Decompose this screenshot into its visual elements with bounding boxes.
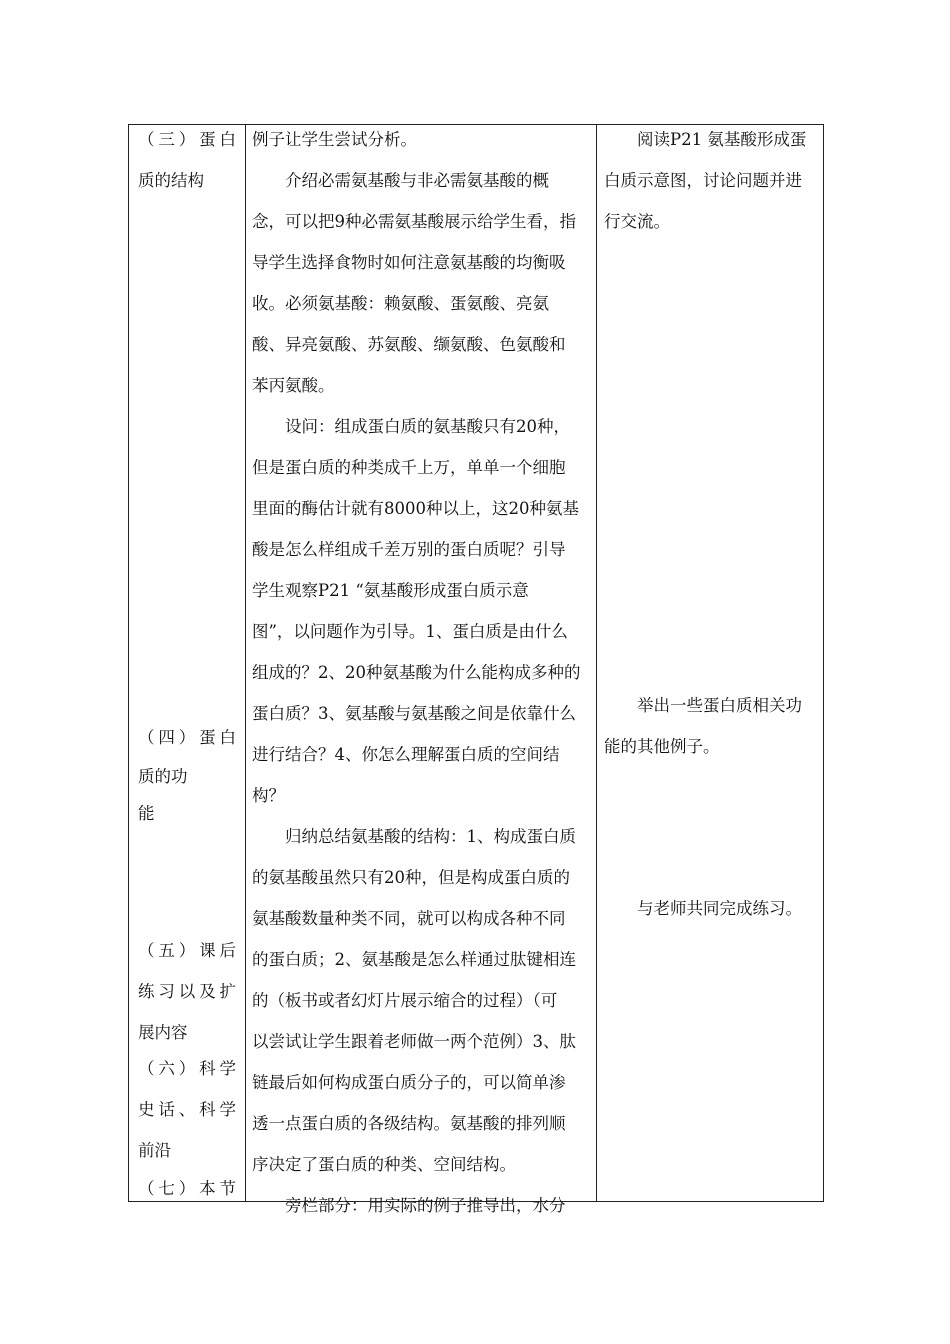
- section-5-heading: （五）课后 练习以及扩 展内容: [138, 941, 236, 1042]
- section-4-heading: （四）蛋白 质的功 能: [138, 728, 236, 823]
- student-activity-1: 阅读P21 氨基酸形成蛋 白质示意图，讨论问题并进 行交流。: [604, 130, 807, 231]
- column-divider: [245, 125, 246, 1201]
- section-6-heading: （六）科学 史话、科学 前沿: [138, 1059, 236, 1160]
- teacher-activity-text: 例子让学生尝试分析。 介绍必需氨基酸与非必需氨基酸的概 念，可以把9种必需氨基酸展示给学生看，指 导学生选择食物时如何注意氨基酸的均衡吸 收。必须氨基酸：赖氨酸、蛋氨酸、亮氨 酸、异亮氨酸、苏氨酸、缬氨酸、色氨酸和 苯丙氨酸。 设问：组成蛋白质的氨基酸只有20种， 但是蛋白质的种类成千上万，单单一个细胞 里面的酶估计就有8000种以上，这20种氨基 酸是怎么样组成千差万别的蛋白质呢？引导 学生观察P21 “氨基酸形成蛋白质示意 图”，以问题作为引导。1、蛋白质是由什么 组成的？2、20种氨基酸为什么能构成多种的 蛋白质？3、氨基酸与氨基酸之间是依靠什么 进行结合？4、你怎么理解蛋白质的空间结 构？ 归纳总结氨基酸的结构：1、构成蛋白质 的氨基酸虽然只有20种，但是构成蛋白质的 氨基酸数量种类不同，就可以构成各种不同 的蛋白质；2、氨基酸是怎么样通过肽键相连 的（板书或者幻灯片展示缩合的过程）（可 以尝试让学生跟着老师做一两个范例）3、肽 链最后如何构成蛋白质分子的，可以简单渗 透一点蛋白质的各级结构。氨基酸的排列顺 序决定了蛋白质的种类、空间结构。 旁栏部分：用实际的例子推导出，水分: [252, 130, 581, 1215]
- section-3-heading: （三）蛋白 质的结构: [138, 130, 236, 190]
- student-activity-3: 与老师共同完成练习。: [637, 899, 802, 918]
- student-activity-2: 举出一些蛋白质相关功 能的其他例子。: [604, 696, 802, 756]
- column-divider: [596, 125, 597, 1201]
- lesson-plan-table: [128, 124, 824, 1215]
- section-7-heading: （七）本节: [138, 1179, 236, 1198]
